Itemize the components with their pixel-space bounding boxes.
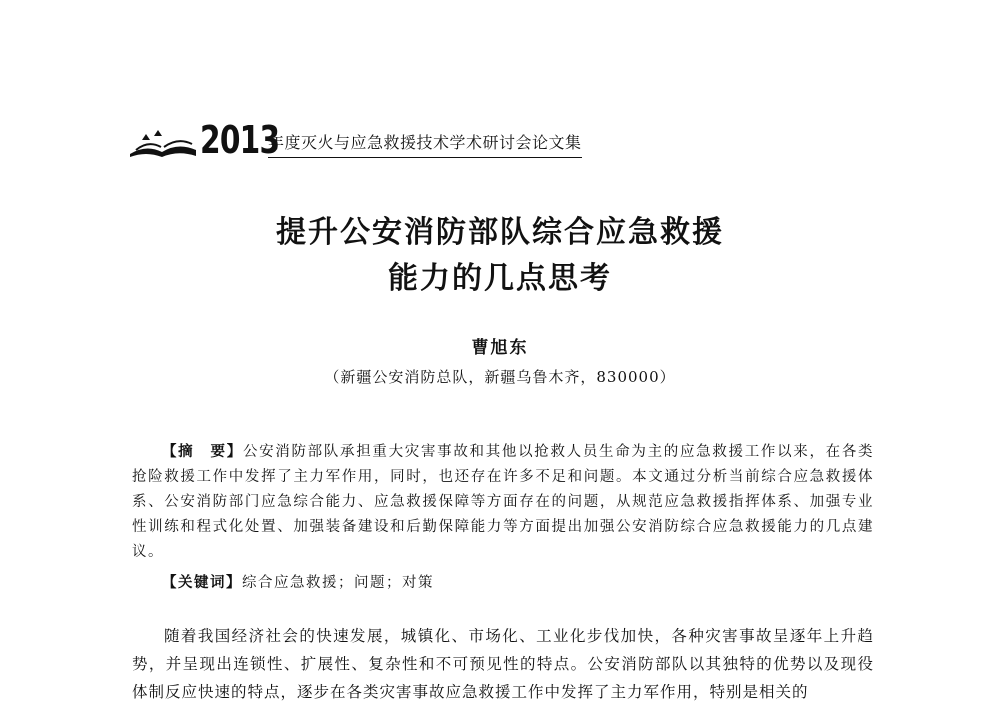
keywords: [132, 571, 874, 596]
article-title: [0, 210, 1000, 302]
proceedings-year: 2013: [200, 118, 280, 162]
proceedings-series-title: 年度灭火与应急救援技术学术研讨会论文集: [268, 130, 582, 158]
article-title-line-2: 能力的几点思考: [388, 261, 612, 296]
proceedings-header: [128, 118, 582, 162]
author-name: 曹旭东: [471, 338, 529, 358]
author-affiliation: （新疆公安消防总队，新疆乌鲁木齐，830000）: [324, 368, 676, 386]
keywords-text: 综合应急救援；问题；对策: [242, 575, 434, 591]
keywords-label: 【关键词】: [162, 575, 242, 591]
open-book-logo-icon: [128, 126, 198, 158]
article-title-line-1: 提升公安消防部队综合应急救援: [276, 215, 724, 250]
abstract: [132, 440, 874, 565]
abstract-label: 【摘 要】: [162, 444, 243, 460]
body-paragraph: 随着我国经济社会的快速发展，城镇化、市场化、工业化步伐加快，各种灾害事故呈逐年上升趋势，并呈现出连锁性、扩展性、复杂性和不可预见性的特点。公安消防部队以其独特的优势以及现役体制反应快速的特点，逐步在各类灾害事故应急救援工作中发挥了主力军作用，特别是相关的: [132, 627, 874, 701]
abstract-text: 公安消防部队承担重大灾害事故和其他以抢救人员生命为主的应急救援工作以来，在各类抢险救援工作中发挥了主力军作用，同时，也还存在许多不足和问题。本文通过分析当前综合应急救援体系、公安消防部门应急综合能力、应急救援保障等方面存在的问题，从规范应急救援指挥体系、加强专业性训练和程式化处置、加强装备建设和后勤保障能力等方面提出加强公安消防综合应急救援能力的几点建议。: [132, 444, 875, 560]
